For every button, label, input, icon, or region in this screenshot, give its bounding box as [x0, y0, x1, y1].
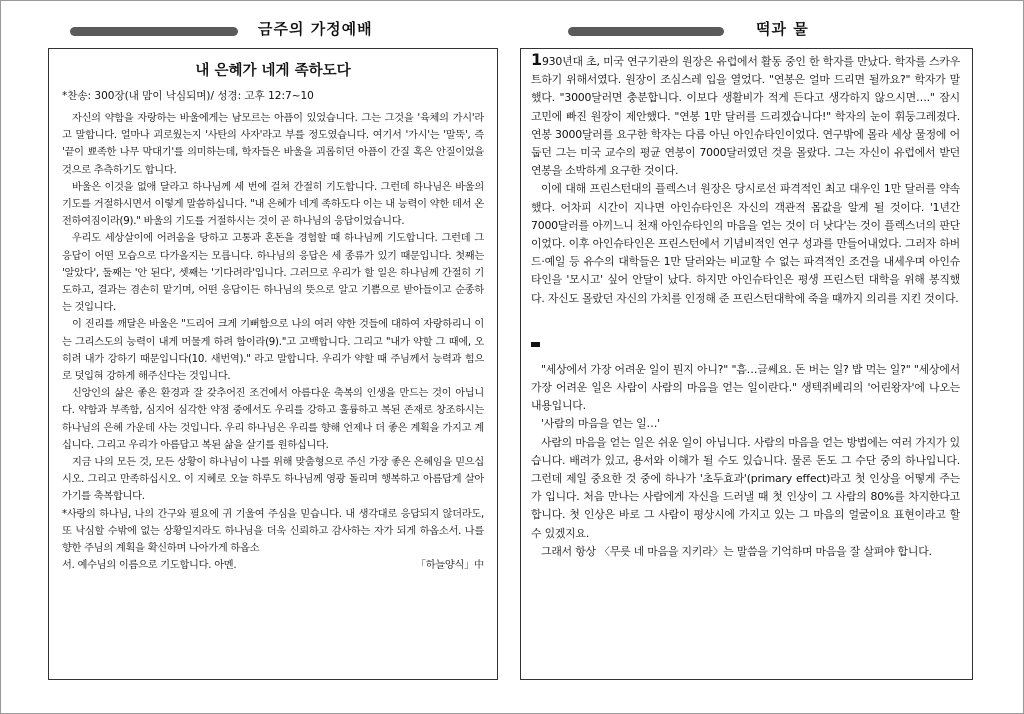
prayer: *사랑의 하나님, 나의 간구와 필요에 귀 기울여 주심을 믿습니다. 내 생각대로 응답되지 않더라도, 또 낙심할 수밖에 없는 상황일지라도 하나님을 더욱 신뢰하고 감사하는 자가 되게 하옵소서. 나를 향한 주님의 계획을 확신하며 나아가게 하옵소 — [62, 508, 484, 555]
section-divider-mark — [531, 342, 540, 347]
left-section-header — [70, 18, 490, 42]
left-header-title: 금주의 가정예배 — [258, 20, 373, 38]
paragraph: "세상에서 가장 어려운 일이 뭔지 아니?" "흠…글쎄요. 돈 버는 일? 밥 먹는 일?" "세상에서 가장 어려운 일은 사람이 사람의 마음을 얻는 일이란다." 생텍쥐베리의 '어린왕자'에 나오는 내용입니다. — [531, 362, 960, 413]
drop-cap: 1 — [531, 50, 542, 69]
reflection-body — [531, 361, 960, 561]
paragraph: 신앙인의 삶은 좋은 환경과 잘 갖추어진 조건에서 아름다운 축복의 인생을 만드는 것이 아닙니다. 약함과 부족함, 심지어 심각한 약점 중에서도 우리를 강하고 훌륭하고 복된 존재로 창조하시는 하나님의 은혜 가운데 사는 것입니다. 우리 하나님은 우리를 향해 언제나 더 좋은 계획을 가지고 계십니다. 그리고 우리가 아름답고 복된 삶을 살기를 원하십니다. — [62, 388, 484, 451]
right-header-bar — [568, 27, 724, 36]
paragraph: 우리도 세상살이에 어려움을 당하고 고통과 혼돈을 경험할 때 하나님께 기도합니다. 그런데 그 응답이 어떤 모습으로 다가올지는 모릅니다. 하나님의 응답은 세 종류가 있기 때문입니다. 첫째는 '알았다', 둘째는 '안 된다', 셋째는 '기다려라'입니다. 그러므로 우리가 할 일은 하나님께 간절히 기도하고, 결과는 겸손히 맡기며, 어떤 응답이든 하나님의 뜻으로 알고 기쁨으로 받아들이고 순종하는 것입니다. — [62, 233, 484, 314]
right-section-header — [568, 18, 968, 42]
article-body — [62, 110, 484, 574]
paragraph: 이 진리를 깨달은 바울은 "드리어 크게 기뻐함으로 나의 여러 약한 것들에 대하여 자랑하리니 이는 그리스도의 능력이 내게 머물게 하려 함이라(9)."고 고백합니다. 그리고 "내가 약할 그 때에, 오히려 내가 강하기 때문입니다(10. 새번역)." 라고 말합니다. 우리가 약할 때 주님께서 능력과 힘으로 덧입혀 강하게 해주신다는 것입니다. — [62, 319, 484, 383]
bread-water-article — [520, 48, 973, 680]
paragraph: 1930년대 초, 미국 연구기관의 원장은 유럽에서 활동 중인 한 학자를 만났다. 학자를 스카우트하기 위해서였다. 원장이 조심스레 입을 열었다. "연봉은 얼마 드리면 될까요?" 학자가 말했다. "3000달러면 충분합니다. 이보다 생활비가 적게 든다고 생각하지 않으시면…." 잠시 고민에 빠진 원장이 제안했다. "연봉 1만 달러를 드리겠습니다!" 학자의 눈이 휘둥그레졌다. 연봉 3000달러를 요구한 학자는 다름 아닌 아인슈타인이었다. 연구밖에 몰라 세상 물정에 어둡던 그는 미국 교수의 평균 연봉이 7000달러였던 것을 몰랐다. 그는 자신이 유럽에서 받던 연봉을 소박하게 요구한 것이다. — [531, 50, 960, 178]
story-body — [531, 50, 960, 308]
paragraph: 이에 대해 프린스턴대의 플렉스너 원장은 당시로선 파격적인 최고 대우인 1만 달러를 약속했다. 어차피 시간이 지나면 아인슈타인은 자신의 객관적 몸값을 알게 될 것이다. '1년간 7000달러를 아끼느니 천재 아인슈타인의 마음을 얻는 것이 더 낫다'는 것이 플렉스너의 판단이었다. 이후 아인슈타인은 프린스턴에서 기념비적인 연구 성과를 만들어내었다. 그러자 하버드·예일 등 유수의 대학들은 1만 달러와는 비교할 수 없는 파격적인 조건을 내세우며 아인슈타인을 '모시고' 싶어 안달이 났다. 하지만 아인슈타인은 평생 프린스턴 대학을 위해 봉직했다. 자신도 몰랐던 자신의 가치를 인정해 준 프린스턴대학에 죽을 때까지 의리를 지킨 것이다. — [531, 182, 960, 305]
source-citation: 「하늘양식」中 — [415, 560, 484, 572]
prayer-closing: 서. 예수님의 이름으로 기도합니다. 아멘. — [62, 560, 237, 572]
paragraph: 사람의 마음을 얻는 일은 쉬운 일이 아닙니다. 사람의 마음을 얻는 방법에는 여러 가지가 있습니다. 배려가 있고, 용서와 이해가 될 수도 있습니다. 물론 돈도 그 수단 중의 하나입니다. 그런데 제일 중요한 것 중에 하나가 '초두효과'(primary effect)라고 첫 인상을 어떻게 주는가 입니다. 처음 만나는 사람에게 자신을 드러낼 때 첫 인상이 그 사람의 80%를 차지한다고 합니다. 첫 인상은 바로 그 사람이 평상시에 가지고 있는 그 마음의 얼굴이요 표현이라고 할 수 있겠지요. — [531, 435, 960, 540]
paragraph: 자신의 약함을 자랑하는 바울에게는 남모르는 아픔이 있었습니다. 그는 그것을 '육체의 가시'라고 말합니다. 얼마나 괴로웠는지 '사탄의 사자'라고 부를 정도였습니다. 여기서 '가시'는 '말뚝', 즉 '끝이 뾰족한 나무 막대기'를 의미하는데, 학자들은 바울을 괴롭히던 아픔이 간질 혹은 안질이었을 것으로 추측하기도 합니다. — [62, 113, 484, 176]
paragraph: 그래서 항상 〈무릇 네 마음을 지키라〉는 말씀을 기억하며 마음을 잘 살펴야 합니다. — [541, 544, 932, 558]
worship-article — [48, 48, 498, 680]
paragraph: '사람의 마음을 얻는 일…' — [541, 417, 660, 431]
article-title: 내 은혜가 네게 족하도다 — [195, 63, 351, 79]
left-header-bar — [70, 27, 238, 36]
paragraph: 바울은 이것을 없애 달라고 하나님께 세 번에 걸쳐 간절히 기도합니다. 그런데 하나님은 바울의 기도를 거절하시면서 이렇게 말씀하십니다. "내 은혜가 네게 족하도다 이는 내 능력이 약한 데서 온전하여짐이라(9)." 바울의 기도를 거절하시는 것이 곧 하나님의 응답이었습니다. — [62, 181, 484, 228]
hymn-scripture-info: *찬송: 300장(내 맘이 낙심되며)/ 성경: 고후 12:7~10 — [62, 90, 314, 102]
paragraph: 지금 나의 모든 것, 모든 상황이 하나님이 나를 위해 맞춤형으로 주신 가장 좋은 은혜임을 믿으십시오. 그리고 만족하십시오. 이 지혜로 오늘 하루도 하나님께 영광 돌리며 행복하고 아름답게 살아가기를 축복합니다. — [62, 457, 484, 503]
prayer-closing-row — [62, 557, 484, 574]
right-header-title: 떡과 물 — [756, 20, 809, 38]
